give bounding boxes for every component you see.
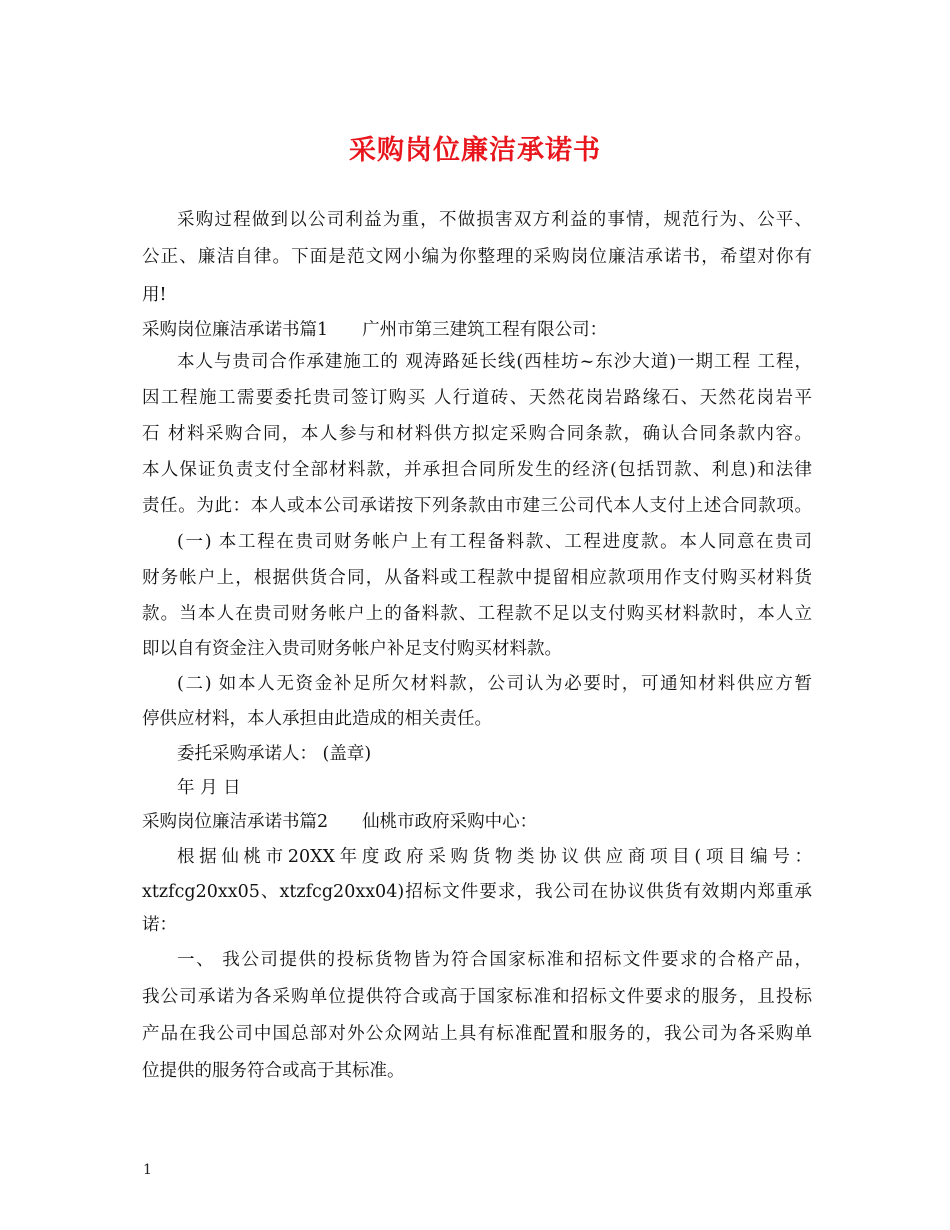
section-heading: [142, 810, 812, 834]
text-line: 根据仙桃市20XX年度政府采购货物类协议供应商项目(项目编号：: [177, 847, 812, 867]
text-line: 即以自有资金注入贵司财务帐户补足支付购买材料款。: [142, 639, 562, 659]
text-line: 停供应材料，本人承担由此造成的相关责任。: [142, 709, 492, 729]
signature-line: 委托采购承诺人： (盖章): [177, 744, 372, 764]
text-line: 因工程施工需要委托贵司签订购买 人行道砖、天然花岗岩路缘石、天然花岗岩平: [142, 388, 812, 408]
text-line: 我公司承诺为各采购单位提供符合或高于国家标准和招标文件要求的服务，且投标: [142, 987, 812, 1007]
text-line: 采购过程做到以公司利益为重，不做损害双方利益的事情，规范行为、公平、: [177, 210, 812, 230]
addressee: 仙桃市政府采购中心：: [362, 812, 538, 832]
date-line: 年 月 日: [177, 778, 241, 798]
text-line: 公正、廉洁自律。下面是范文网小编为你整理的采购岗位廉洁承诺书，希望对你有: [142, 247, 812, 267]
section-title: 采购岗位廉洁承诺书篇2: [142, 812, 329, 832]
text-line: 本人与贵司合作承建施工的 观涛路延长线(西桂坊~东沙大道)一期工程 工程，: [177, 352, 812, 372]
page-number: 1: [143, 1162, 152, 1178]
text-line: xtzfcg20xx05、xtzfcg20xx04)招标文件要求，我公司在协议供货有效期内郑重承: [142, 882, 812, 902]
text-line: 责任。为此：本人或本公司承诺按下列条款由市建三公司代本人支付上述合同款项。: [142, 496, 812, 516]
text-line: 产品在我公司中国总部对外公众网站上具有标准配置和服务的，我公司为各采购单: [142, 1024, 812, 1044]
text-line: 诺：: [142, 915, 177, 935]
text-line: 位提供的服务符合或高于其标准。: [142, 1061, 405, 1081]
text-line: 石 材料采购合同，本人参与和材料供方拟定采购合同条款，确认合同条款内容。: [142, 424, 812, 444]
text-line: 本人保证负责支付全部材料款，并承担合同所发生的经济(包括罚款、利息)和法律: [142, 460, 812, 480]
text-line: (二) 如本人无资金补足所欠材料款，公司认为必要时，可通知材料供应方暂: [177, 674, 812, 694]
text-line: 款。当本人在贵司财务帐户上的备料款、工程款不足以支付购买材料款时，本人立: [142, 604, 812, 624]
document-title: 采购岗位廉洁承诺书: [349, 135, 601, 166]
text-line: 一、 我公司提供的投标货物皆为符合国家标准和招标文件要求的合格产品，: [177, 950, 812, 970]
text-line: 财务帐户上，根据供货合同，从备料或工程款中提留相应款项用作支付购买材料货: [142, 568, 812, 588]
addressee: 广州市第三建筑工程有限公司：: [362, 320, 608, 340]
text-line: (一) 本工程在贵司财务帐户上有工程备料款、工程进度款。本人同意在贵司: [177, 532, 812, 552]
text-line: 用!: [142, 285, 167, 305]
section-heading: [142, 318, 812, 342]
section-title: 采购岗位廉洁承诺书篇1: [142, 320, 329, 340]
